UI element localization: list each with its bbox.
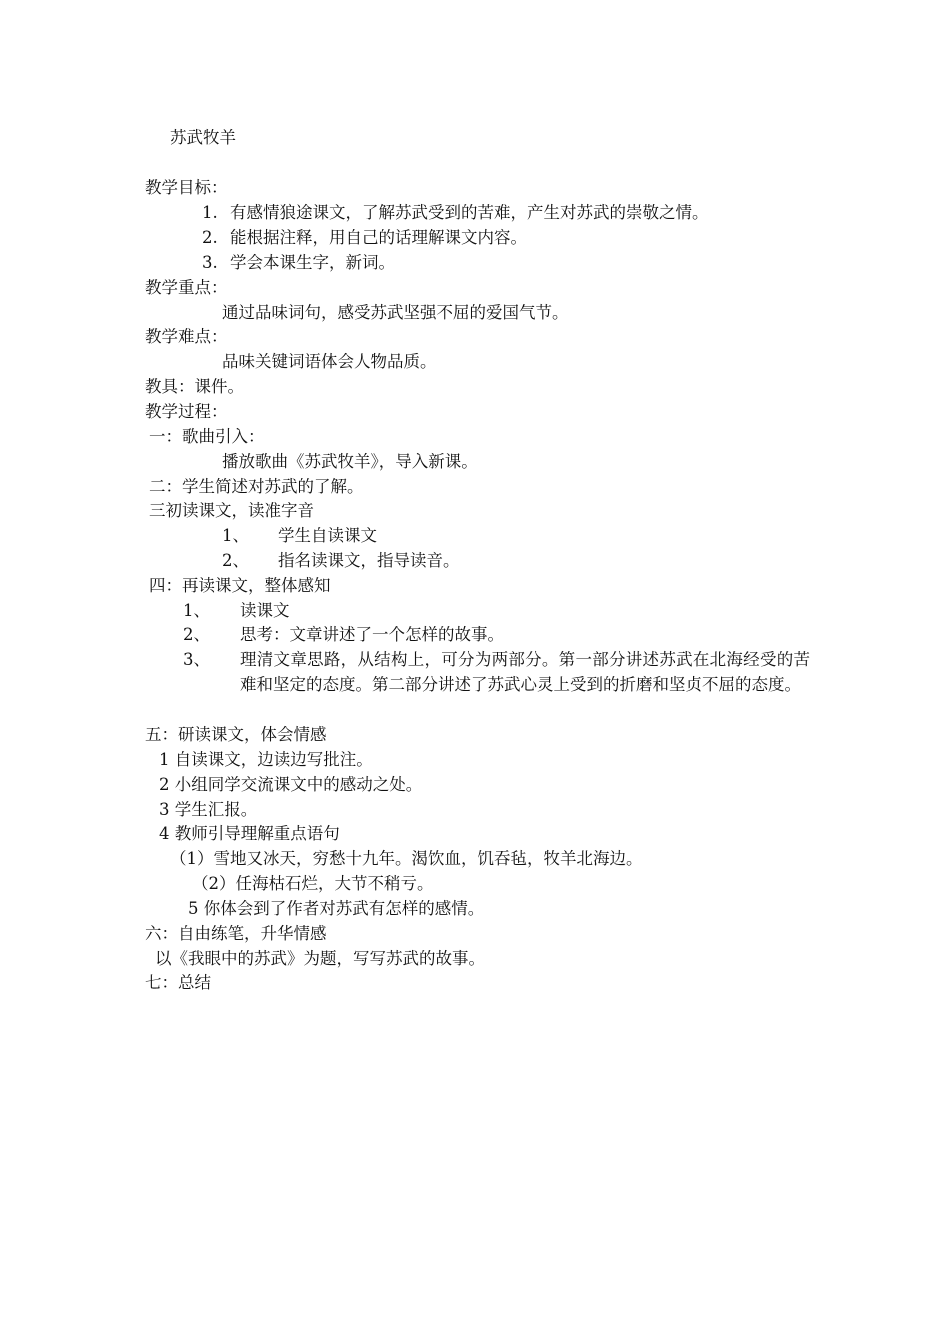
section-5-item: 2 小组同学交流课文中的感动之处。 [159,775,423,794]
section-4-heading: 四：再读课文，整体感知 [149,576,331,595]
section-5-item: 1 自读课文，边读边写批注。 [159,750,373,769]
quote-line: （1）雪地又冰天，穷愁十九年。渴饮血，饥吞毡，牧羊北海边。 [170,849,643,868]
goal-number: 2. [202,228,218,247]
section-7-heading: 七：总结 [145,973,211,992]
item-text: 指名读课文，指导读音。 [278,551,460,570]
goal-text: 学会本课生字，新词。 [230,253,395,272]
goal-text: 能根据注释，用自己的话理解课文内容。 [230,228,527,247]
difficulty-heading: 教学难点： [145,327,228,346]
goal-number: 3. [202,253,218,272]
item-number: 2、 [222,551,249,570]
item-paragraph: 理清文章思路，从结构上，可分为两部分。第一部分讲述苏武在北海经受的苦难和坚定的态度。第二部分讲述了苏武心灵上受到的折磨和坚贞不屈的态度。 [240,650,810,694]
section-3-heading: 三初读课文，读准字音 [149,501,314,520]
section-5-item: 5 你体会到了作者对苏武有怎样的感情。 [188,899,485,918]
section-6-heading: 六：自由练笔，升华情感 [145,924,327,943]
difficulty-text: 品味关键词语体会人物品质。 [222,352,437,371]
goals-heading: 教学目标： [145,178,228,197]
tools-line: 教具：课件。 [145,377,244,396]
process-heading: 教学过程： [145,402,228,421]
document-title: 苏武牧羊 [170,128,236,147]
goal-number: 1. [202,203,218,222]
item-text: 学生自读课文 [278,526,377,545]
section-5-item: 4 教师引导理解重点语句 [159,824,340,843]
item-number: 1、 [183,601,210,620]
focus-text: 通过品味词句，感受苏武坚强不屈的爱国气节。 [222,303,569,322]
section-1-text: 播放歌曲《苏武牧羊》，导入新课。 [222,452,478,471]
section-2-heading: 二：学生简述对苏武的了解。 [149,477,364,496]
section-1-heading: 一：歌曲引入： [149,427,265,446]
item-text: 读课文 [240,601,290,620]
focus-heading: 教学重点： [145,278,228,297]
item-text: 思考：文章讲述了一个怎样的故事。 [240,625,504,644]
section-5-item: 3 学生汇报。 [159,800,258,819]
goal-text: 有感情狼途课文，了解苏武受到的苦难，产生对苏武的崇敬之情。 [230,203,709,222]
quote-line: （2）任海枯石烂，大节不稍亏。 [192,874,434,893]
item-number: 2、 [183,625,210,644]
item-number: 1、 [222,526,249,545]
section-5-heading: 五：研读课文，体会情感 [145,725,327,744]
item-number: 3、 [183,650,210,669]
section-6-text: 以《我眼中的苏武》为题，写写苏武的故事。 [155,949,485,968]
